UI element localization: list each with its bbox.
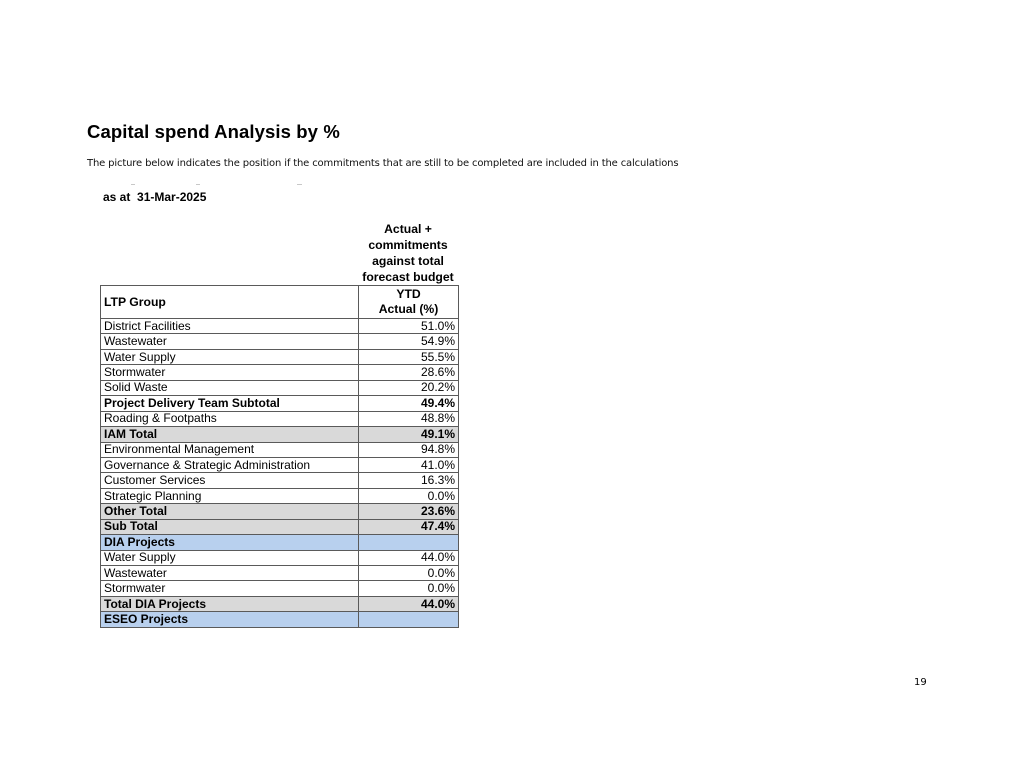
row-value: 55.5% (359, 349, 459, 364)
row-label: DIA Projects (101, 535, 359, 550)
row-label: Environmental Management (101, 442, 359, 457)
table-row (101, 319, 459, 334)
row-value: 0.0% (359, 581, 459, 596)
row-label: Wastewater (101, 334, 359, 349)
ytd-header-line: YTD (396, 287, 421, 301)
super-header-line: commitments (368, 238, 448, 252)
row-value: 28.6% (359, 365, 459, 380)
row-label: IAM Total (101, 427, 359, 442)
row-value: 47.4% (359, 519, 459, 534)
row-value: 20.2% (359, 380, 459, 395)
super-header-line: Actual + (384, 222, 432, 236)
table-body (101, 319, 459, 628)
row-value: 16.3% (359, 473, 459, 488)
table-row (101, 550, 459, 565)
table-row (101, 612, 459, 627)
row-value: 49.4% (359, 396, 459, 411)
row-label: Water Supply (101, 349, 359, 364)
column-super-header (358, 221, 458, 285)
ytd-actual-header (359, 286, 459, 319)
row-value: 48.8% (359, 411, 459, 426)
scan-mark (131, 184, 135, 185)
table-header-row (101, 286, 459, 319)
row-label: Project Delivery Team Subtotal (101, 396, 359, 411)
table-row (101, 334, 459, 349)
table-row (101, 457, 459, 472)
capital-spend-table (100, 285, 459, 628)
row-label: Strategic Planning (101, 488, 359, 503)
super-header-line: forecast budget (362, 270, 454, 284)
intro-text: The picture below indicates the position if the commitments that are still to be completed are included in the calculations (87, 158, 679, 169)
table-row (101, 442, 459, 457)
row-label: Wastewater (101, 566, 359, 581)
row-label: Customer Services (101, 473, 359, 488)
table-row (101, 488, 459, 503)
scan-mark (196, 184, 200, 185)
actual-pct-header-line: Actual (%) (378, 302, 439, 316)
table-row (101, 535, 459, 550)
table-row (101, 427, 459, 442)
row-value: 41.0% (359, 457, 459, 472)
table-row (101, 596, 459, 611)
row-label: Solid Waste (101, 380, 359, 395)
table-row (101, 566, 459, 581)
scan-mark (297, 184, 302, 185)
row-label: ESEO Projects (101, 612, 359, 627)
row-value: 0.0% (359, 566, 459, 581)
row-label: Total DIA Projects (101, 596, 359, 611)
page-title: Capital spend Analysis by % (87, 121, 340, 142)
row-label: Stormwater (101, 581, 359, 596)
row-label: Roading & Footpaths (101, 411, 359, 426)
row-value: 23.6% (359, 504, 459, 519)
table-row (101, 504, 459, 519)
table-row (101, 411, 459, 426)
row-label: Governance & Strategic Administration (101, 457, 359, 472)
table-row (101, 365, 459, 380)
table-row (101, 581, 459, 596)
table-row (101, 519, 459, 534)
table-row (101, 380, 459, 395)
page-number: 19 (914, 677, 927, 688)
super-header-line: against total (372, 254, 444, 268)
row-value: 0.0% (359, 488, 459, 503)
row-value: 44.0% (359, 550, 459, 565)
as-at-date: as at 31-Mar-2025 (103, 190, 207, 204)
row-value: 44.0% (359, 596, 459, 611)
row-label: Stormwater (101, 365, 359, 380)
row-value: 94.8% (359, 442, 459, 457)
table-row (101, 473, 459, 488)
row-label: Sub Total (101, 519, 359, 534)
table-row (101, 349, 459, 364)
row-label: District Facilities (101, 319, 359, 334)
ltp-group-header: LTP Group (101, 286, 359, 319)
row-value: 51.0% (359, 319, 459, 334)
row-value (359, 612, 459, 627)
row-value (359, 535, 459, 550)
table-row (101, 396, 459, 411)
row-label: Other Total (101, 504, 359, 519)
row-value: 54.9% (359, 334, 459, 349)
row-value: 49.1% (359, 427, 459, 442)
row-label: Water Supply (101, 550, 359, 565)
